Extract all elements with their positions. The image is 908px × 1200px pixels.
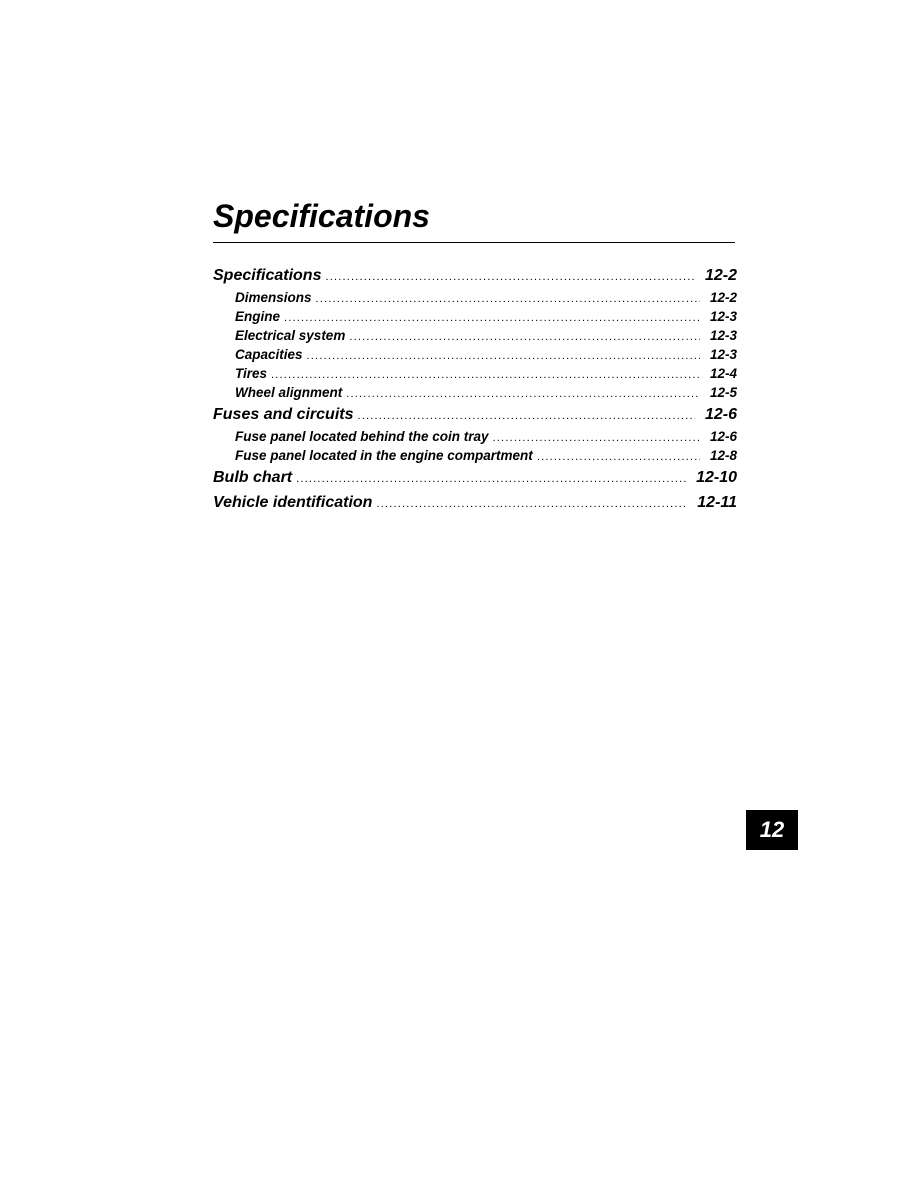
dot-leader xyxy=(376,493,687,516)
chapter-tab xyxy=(746,810,798,850)
toc-entry-label: Capacities xyxy=(235,347,303,362)
dot-leader xyxy=(325,266,694,289)
page-title: Specifications xyxy=(213,198,430,234)
dot-leader xyxy=(296,468,686,491)
toc-entry-page: 12-4 xyxy=(709,366,737,381)
dot-leader xyxy=(346,386,700,403)
toc-entry-fuse-panel-coin-tray[interactable] xyxy=(213,428,737,447)
toc-entry-label: Tires xyxy=(235,366,268,381)
table-of-contents xyxy=(213,264,737,516)
toc-entry-page: 12-2 xyxy=(704,267,737,284)
toc-entry-label: Vehicle identification xyxy=(213,494,373,511)
toc-entry-engine[interactable] xyxy=(213,308,737,327)
toc-entry-label: Specifications xyxy=(213,267,322,284)
dot-leader xyxy=(349,329,700,346)
dot-leader xyxy=(358,405,695,428)
toc-entry-page: 12-3 xyxy=(709,309,737,324)
toc-entry-page: 12-6 xyxy=(709,429,737,444)
toc-entry-page: 12-3 xyxy=(709,347,737,362)
toc-entry-wheel-alignment[interactable] xyxy=(213,384,737,403)
toc-entry-page: 12-8 xyxy=(709,448,737,463)
dot-leader xyxy=(493,430,700,447)
toc-entry-page: 12-2 xyxy=(709,290,737,305)
dot-leader xyxy=(316,291,700,308)
toc-entry-vehicle-identification[interactable] xyxy=(213,491,737,516)
toc-entry-label: Fuse panel located in the engine compartment xyxy=(235,448,533,463)
dot-leader xyxy=(537,449,700,466)
chapter-tab-number: 12 xyxy=(759,817,785,842)
dot-leader xyxy=(284,310,700,327)
toc-entry-page: 12-10 xyxy=(696,469,737,486)
dot-leader xyxy=(307,348,700,365)
toc-entry-fuse-panel-engine-compartment[interactable] xyxy=(213,447,737,466)
toc-entry-page: 12-6 xyxy=(704,406,737,423)
toc-entry-tires[interactable] xyxy=(213,365,737,384)
toc-entry-page: 12-5 xyxy=(709,385,737,400)
toc-entry-label: Wheel alignment xyxy=(235,385,343,400)
toc-entry-page: 12-11 xyxy=(697,494,737,511)
toc-entry-fuses-and-circuits[interactable] xyxy=(213,403,737,428)
toc-entry-label: Electrical system xyxy=(235,328,346,343)
toc-entry-capacities[interactable] xyxy=(213,346,737,365)
title-divider xyxy=(213,242,735,243)
toc-entry-label: Bulb chart xyxy=(213,469,293,486)
toc-entry-bulb-chart[interactable] xyxy=(213,466,737,491)
toc-entry-specifications[interactable] xyxy=(213,264,737,289)
toc-entry-page: 12-3 xyxy=(709,328,737,343)
toc-entry-electrical-system[interactable] xyxy=(213,327,737,346)
toc-entry-label: Engine xyxy=(235,309,281,324)
toc-entry-label: Dimensions xyxy=(235,290,312,305)
toc-entry-dimensions[interactable] xyxy=(213,289,737,308)
toc-entry-label: Fuses and circuits xyxy=(213,406,354,423)
dot-leader xyxy=(271,367,700,384)
toc-entry-label: Fuse panel located behind the coin tray xyxy=(235,429,489,444)
